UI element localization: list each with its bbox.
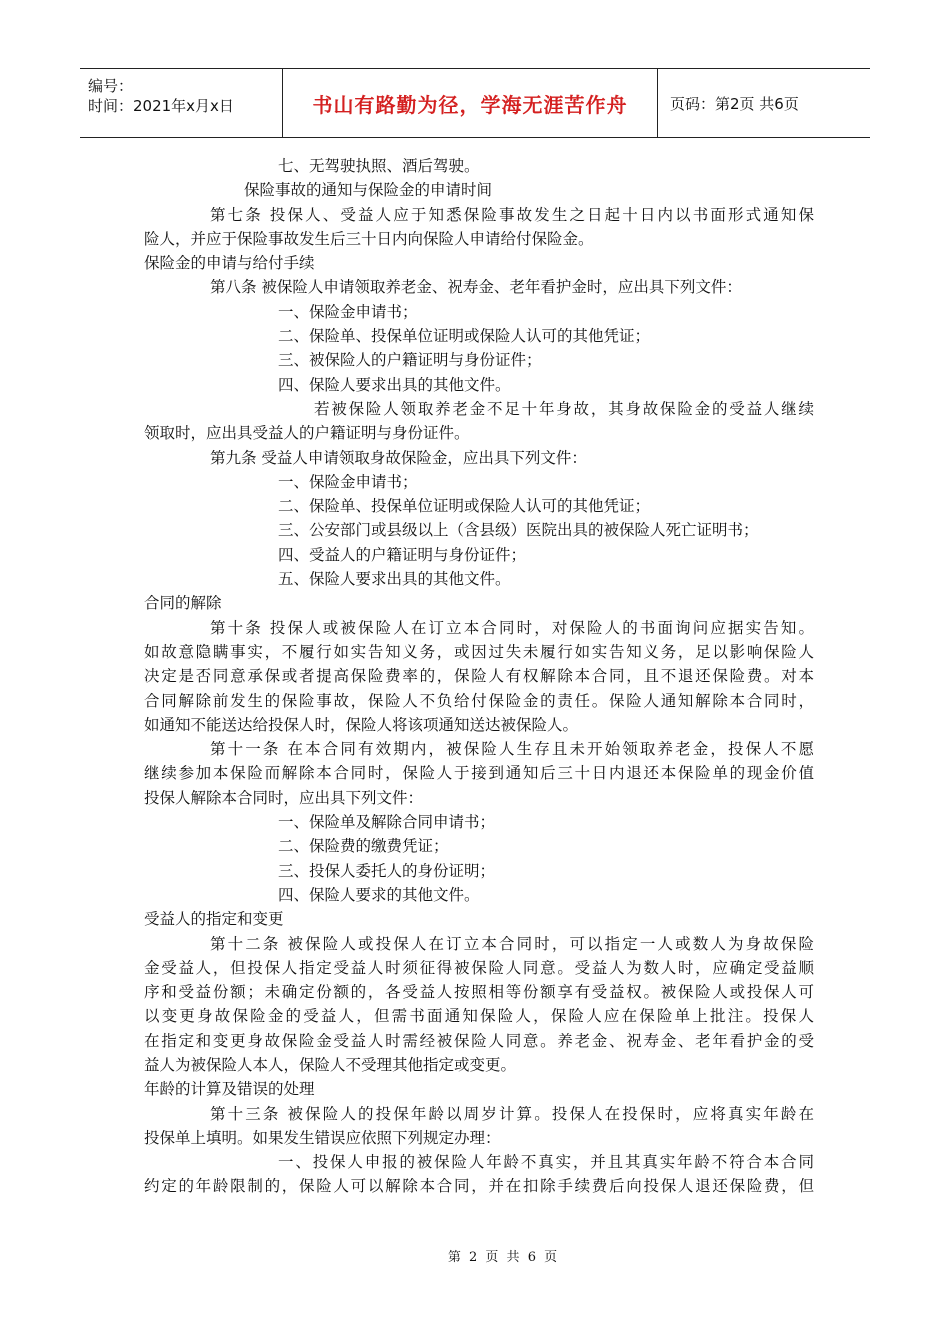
body-line: 合同的解除 [144, 594, 222, 613]
body-line: 保险金的申请与给付手续 [144, 254, 315, 273]
body-line: 第八条 被保险人申请领取养老金、祝寿金、老年看护金时，应出具下列文件： [210, 278, 742, 297]
body-line: 继续参加本保险而解除本合同时，保险人于接到通知后三十日内退还本保险单的现金价值 [144, 764, 814, 783]
body-line: 二、保险费的缴费凭证； [278, 837, 449, 856]
body-line: 在指定和变更身故保险金受益人时需经被保险人同意。养老金、祝寿金、老年看护金的受 [144, 1031, 814, 1050]
body-line: 四、保险人要求出具的其他文件。 [278, 375, 511, 394]
body-line: 第十一条 在本合同有效期内，被保险人生存且未开始领取养老金，投保人不愿 [210, 740, 814, 759]
body-line: 约定的年龄限制的，保险人可以解除本合同，并在扣除手续费后向投保人退还保险费，但 [144, 1177, 814, 1196]
body-line: 一、保险金申请书； [278, 472, 418, 491]
body-line: 二、保险单、投保单位证明或保险人认可的其他凭证； [278, 327, 651, 346]
body-line: 序和受益份额；未确定份额的，各受益人按照相等份额享有受益权。被保险人或投保人可 [144, 983, 814, 1002]
body-line: 险人，并应于保险事故发生后三十日内向保险人申请给付保险金。 [144, 229, 594, 248]
body-line: 受益人的指定和变更 [144, 910, 284, 929]
body-line: 领取时，应出具受益人的户籍证明与身份证件。 [144, 424, 470, 443]
body-line: 一、保险金申请书； [278, 302, 418, 321]
body-line: 如通知不能送达给投保人时，保险人将该项通知送达被保险人。 [144, 715, 579, 734]
page-footer [0, 1246, 950, 1265]
body-line: 四、受益人的户籍证明与身份证件； [278, 545, 527, 564]
body-line: 第九条 受益人申请领取身故保险金，应出具下列文件： [210, 448, 587, 467]
body-line: 五、保险人要求出具的其他文件。 [278, 570, 511, 589]
body-line: 三、投保人委托人的身份证明； [278, 861, 496, 880]
page-header [80, 68, 870, 138]
body-line: 合同解除前发生的保险事故，保险人不负给付保险金的责任。保险人通知解除本合同时， [144, 691, 814, 710]
footer-page-number: 第 2 页 共 6 页 [447, 1250, 558, 1265]
body-line: 第十二条 被保险人或投保人在订立本合同时，可以指定一人或数人为身故保险 [210, 934, 814, 953]
body-line: 一、保险单及解除合同申请书； [278, 813, 496, 832]
body-line: 投保人解除本合同时，应出具下列文件： [144, 788, 424, 807]
document-body [144, 154, 814, 1199]
document-date-label: 时间：2021年x月x日 [88, 97, 234, 115]
body-line: 投保单上填明。如果发生错误应依照下列规定办理： [144, 1128, 501, 1147]
body-line: 四、保险人要求的其他文件。 [278, 885, 480, 904]
header-motto: 书山有路勤为径，学海无涯苦作舟 [283, 69, 658, 137]
body-line: 七、无驾驶执照、酒后驾驶。 [278, 157, 480, 175]
document-number-label: 编号： [88, 77, 134, 95]
body-line: 保险事故的通知与保险金的申请时间 [244, 181, 493, 200]
body-line: 以变更身故保险金的受益人，但需书面通知保险人，保险人应在保险单上批注。投保人 [144, 1007, 814, 1026]
body-line: 三、公安部门或县级以上（含县级）医院出具的被保险人死亡证明书； [278, 521, 759, 540]
body-line: 一、投保人申报的被保险人年龄不真实，并且其真实年龄不符合本合同 [278, 1153, 814, 1172]
header-page-indicator: 页码：第2页 共6页 [670, 94, 799, 113]
body-line: 益人为被保险人本人，保险人不受理其他指定或变更。 [144, 1055, 517, 1074]
body-line: 若被保险人领取养老金不足十年身故，其身故保险金的受益人继续 [314, 399, 814, 418]
header-meta [80, 69, 283, 137]
body-line: 年龄的计算及错误的处理 [144, 1080, 315, 1099]
body-line: 金受益人，但投保人指定受益人时须征得被保险人同意。受益人为数人时，应确定受益顺 [144, 958, 814, 977]
body-line: 如故意隐瞒事实，不履行如实告知义务，或因过失未履行如实告知义务，足以影响保险人 [144, 642, 814, 661]
body-line: 第十三条 被保险人的投保年龄以周岁计算。投保人在投保时，应将真实年龄在 [210, 1104, 814, 1123]
body-line: 第七条 投保人、受益人应于知悉保险事故发生之日起十日内以书面形式通知保 [210, 205, 814, 224]
body-line: 三、被保险人的户籍证明与身份证件； [278, 351, 542, 370]
body-line: 决定是否同意承保或者提高保险费率的，保险人有权解除本合同，且不退还保险费。对本 [144, 667, 814, 686]
body-line: 二、保险单、投保单位证明或保险人认可的其他凭证； [278, 497, 651, 516]
body-line: 第十条 投保人或被保险人在订立本合同时，对保险人的书面询问应据实告知。 [210, 618, 814, 637]
